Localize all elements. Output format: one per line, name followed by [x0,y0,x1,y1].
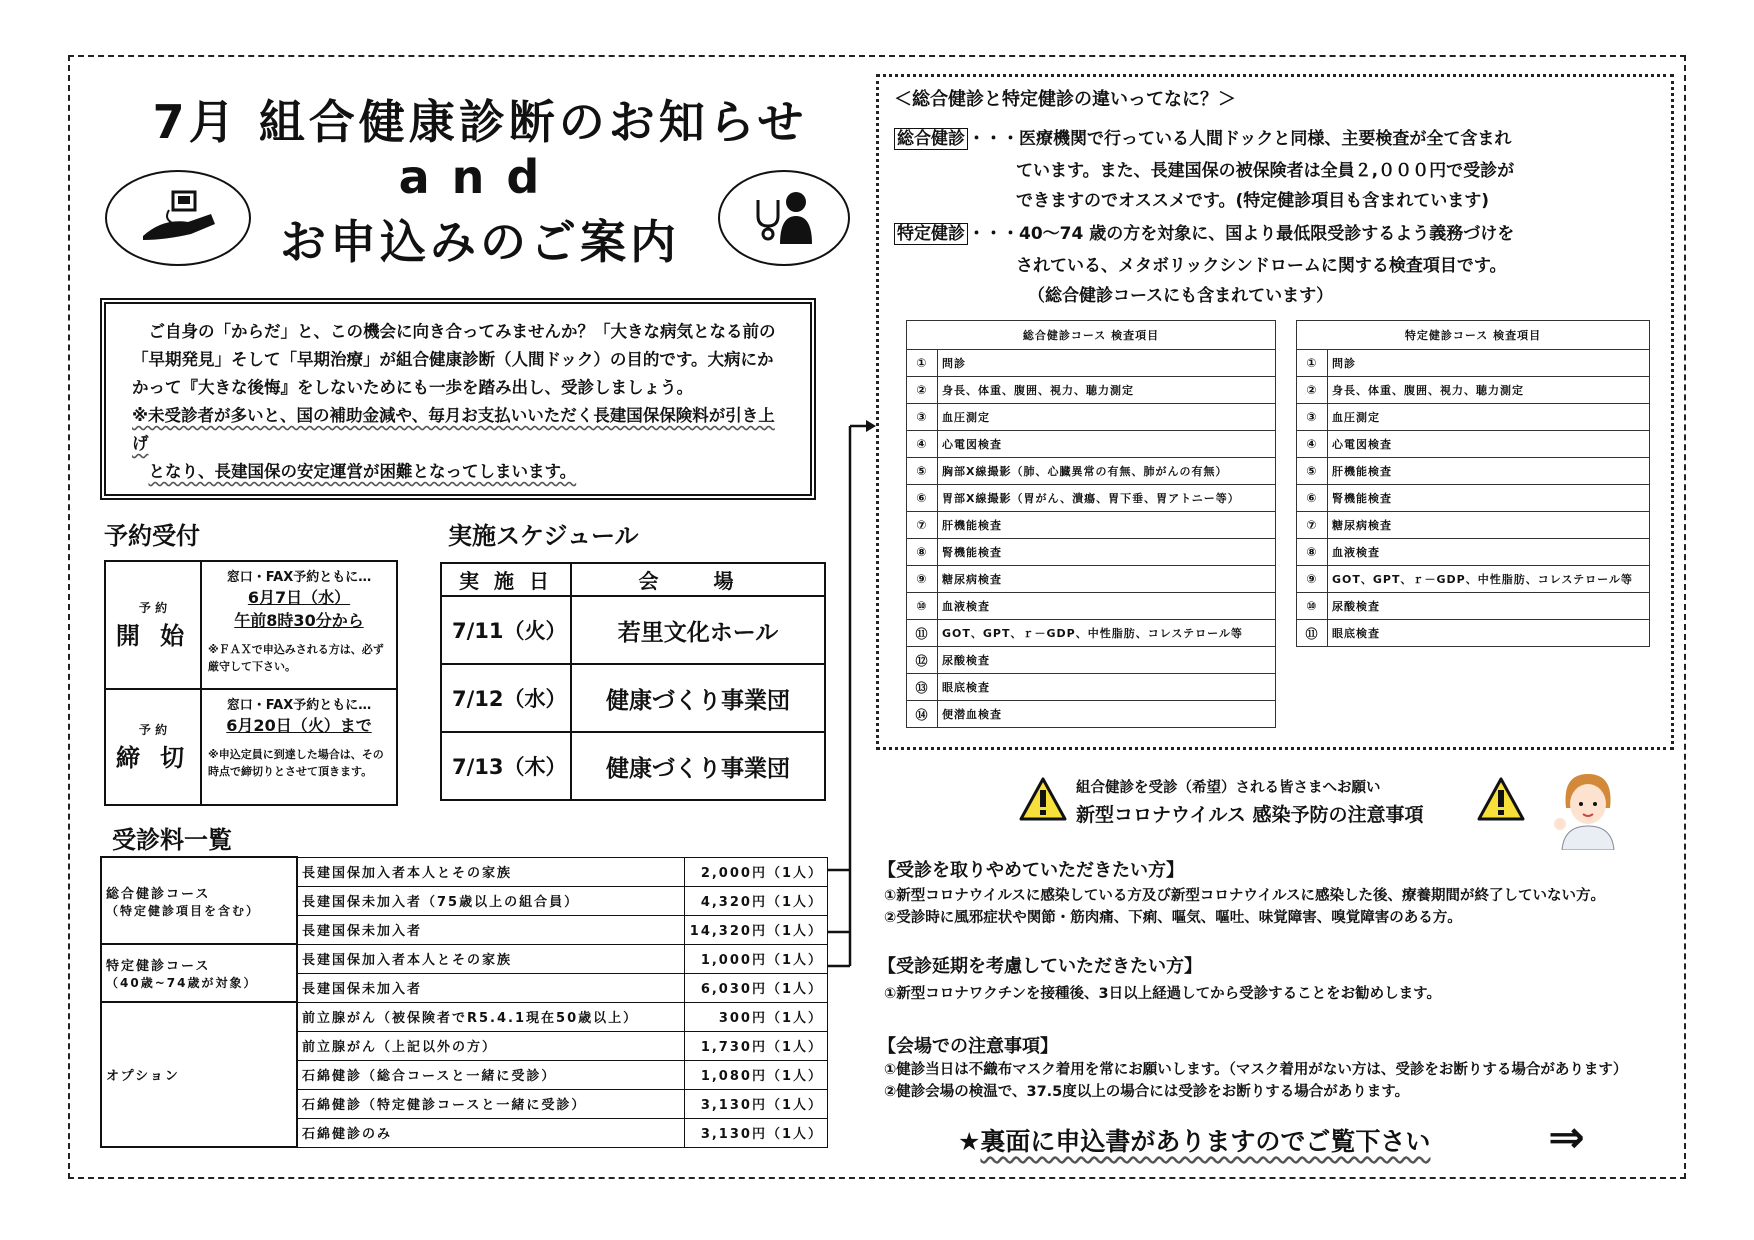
connector-lines [828,420,878,980]
page-title: 7月 組合健康診断のお知らせ [152,95,808,149]
sogo-item: ⑫ 尿酸検査 [907,647,1276,674]
tokutei-items-table [1296,320,1650,647]
s2-item1: ①新型コロナワクチンを接種後、3日以上経過してから受診することをお勧めします。 [884,986,1441,1002]
sogo-label: 総合健診 [894,128,968,150]
footer-text: 裏面に申込書がありますのでご覧下さい [980,1127,1431,1156]
sogo-items-title: 総合健診コース 検査項目 [907,321,1276,350]
covid-title: 新型コロナウイルス 感染予防の注意事項 [1076,804,1424,826]
tokutei-items-title: 特定健診コース 検査項目 [1297,321,1650,350]
tokutei-item: ① 問診 [1297,350,1650,377]
sogo-item: ⑬ 眼底検査 [907,674,1276,701]
sogo-item: ⑪ GOT、GPT、ｒ－GDP、中性脂肪、コレステロール等 [907,620,1276,647]
s2-heading: 【受診延期を考慮していただきたい方】 [878,956,1202,977]
schedule-heading: 実施スケジュール [448,522,639,550]
s1-heading: 【受診を取りやめていただきたい方】 [878,860,1184,881]
sogo-item: ④ 心電図検査 [907,431,1276,458]
fee-row: 特定健診コース （40歳~74歳が対象） 長建国保加入者本人とその家族 1,000円（1人） [101,944,828,973]
tokutei-item: ⑤ 肝機能検査 [1297,458,1650,485]
sogo-description: 総合健診 ・・・医療機関で行っている人間ドックと同様、主要検査が全て含まれ ています。また、長建国保の被保険者は全員２,０００円で受診が できますのでオススメです。(特定健診項目も含まれています) [894,127,1514,213]
intro-note-line1: ※未受診者が多いと、国の補助金減や、毎月お支払いいただく長建国保保険料が引き上げ [132,406,775,453]
sogo-item: ① 問診 [907,350,1276,377]
footer-notice [958,1122,1430,1158]
reservation-end-label: 予 約 締 切 [105,689,201,805]
intro-box [100,298,816,500]
fee-row: 長建国保未加入者 6,030円（1人） [101,973,828,1002]
reservation-end-detail: 窓口・FAX予約ともに… 6月20日（火）まで ※申込定員に到達した場合は、その時点で締切りとさせて頂きます。 [201,689,397,805]
tokutei-item: ④ 心電図検査 [1297,431,1650,458]
title-and: and [398,150,562,204]
fee-row: 総合健診コース （特定健診項目を含む） 長建国保加入者本人とその家族 2,000円（1人） [101,857,828,886]
sogo-item: ⑨ 糖尿病検査 [907,566,1276,593]
fee-row: 長建国保未加入者（75歳以上の組合員） 4,320円（1人） [101,886,828,915]
sogo-item: ⑭ 便潜血検査 [907,701,1276,728]
page-subtitle: お申込みのご案内 [280,215,680,269]
fee-row: 石綿健診（特定健診コースと一緒に受診） 3,130円（1人） [101,1089,828,1118]
sogo-item: ⑥ 胃部X線撮影（胃がん、潰瘍、胃下垂、胃アトニー等） [907,485,1276,512]
sogo-items-table [906,320,1276,728]
schedule-row: 7/12（水） 健康づくり事業団 [441,664,825,732]
tokutei-item: ⑦ 糖尿病検査 [1297,512,1650,539]
tokutei-item: ② 身長、体重、腹囲、視力、聴力測定 [1297,377,1650,404]
sogo-item: ⑦ 肝機能検査 [907,512,1276,539]
tokutei-item: ⑩ 尿酸検査 [1297,593,1650,620]
intro-text: ご自身の「からだ」と、この機会に向き合ってみませんか？「大きな病気となる前の「早期発見」そして「早期治療」が組合健康診断（人間ドック）の目的です。大病にかかって『大きな後悔』をしないためにも一歩を踏み出し、受診しましょう。 [132,322,776,397]
fee-row: オプション 前立腺がん（被保険者でR5.4.1現在50歳以上） 300円（1人） [101,1002,828,1031]
tokutei-item: ⑪ 眼底検査 [1297,620,1650,647]
s3-item2: ②健診会場の検温で、37.5度以上の場合には受診をお断りする場合があります。 [884,1084,1410,1100]
start-date: 6月7日（水） [247,588,351,607]
nurse-illustration-icon [1548,768,1628,850]
fees-heading: 受診料一覧 [112,826,232,854]
fee-group-sogo: 総合健診コース （特定健診項目を含む） [101,857,297,944]
sogo-item: ② 身長、体重、腹囲、視力、聴力測定 [907,377,1276,404]
sogo-item: ⑧ 腎機能検査 [907,539,1276,566]
s1-item1: ①新型コロナウイルスに感染している方及び新型コロナウイルスに感染した後、療養期間が終了していない方。 [884,888,1606,904]
end-date: 6月20日（火）まで [226,716,372,735]
schedule-col-venue: 会 場 [571,563,825,596]
start-time: 午前8時30分から [234,611,364,630]
tokutei-item: ③ 血圧測定 [1297,404,1650,431]
s3-item1: ①健診当日は不織布マスク着用を常にお願いします。（マスク着用がない方は、受診をお断りする場合があります） [884,1062,1628,1078]
next-page-arrow-icon: ⇒ [1548,1112,1585,1163]
fee-group-tokutei: 特定健診コース （40歳~74歳が対象） [101,944,297,1002]
sogo-item: ⑤ 胸部X線撮影（肺、心臓異常の有無、肺がんの有無） [907,458,1276,485]
fee-row: 石綿健診のみ 3,130円（1人） [101,1118,828,1147]
reservation-table [104,560,398,806]
tokutei-item: ⑥ 腎機能検査 [1297,485,1650,512]
covid-subtitle: 組合健診を受診（希望）される皆さまへお願い [1076,780,1381,796]
tokutei-item: ⑨ GOT、GPT、ｒ－GDP、中性脂肪、コレステロール等 [1297,566,1650,593]
fees-table [100,856,828,1148]
schedule-table [440,562,826,801]
blood-pressure-icon [105,170,251,266]
fee-row: 長建国保未加入者 14,320円（1人） [101,915,828,944]
sogo-item: ⑩ 血液検査 [907,593,1276,620]
warning-icon [1018,776,1068,822]
sogo-item: ③ 血圧測定 [907,404,1276,431]
difference-heading: ＜総合健診と特定健診の違いってなに？＞ [894,89,1236,110]
fee-row: 石綿健診（総合コースと一緒に受診） 1,080円（1人） [101,1060,828,1089]
doctor-stethoscope-icon [718,170,850,266]
fee-row: 前立腺がん（上記以外の方） 1,730円（1人） [101,1031,828,1060]
tokutei-item: ⑧ 血液検査 [1297,539,1650,566]
intro-note-line2: となり、長建国保の安定運営が困難となってしまいます。 [148,462,577,481]
schedule-row: 7/13（木） 健康づくり事業団 [441,732,825,800]
warning-icon [1476,776,1526,822]
tokutei-label: 特定健診 [894,223,968,245]
fee-group-option: オプション [101,1002,297,1147]
schedule-col-date: 実 施 日 [441,563,571,596]
schedule-row: 7/11（火） 若里文化ホール [441,596,825,664]
s1-item2: ②受診時に風邪症状や関節・筋肉痛、下痢、嘔気、嘔吐、味覚障害、嗅覚障害のある方。 [884,910,1462,926]
tokutei-description: 特定健診 ・・・40～74 歳の方を対象に、国より最低限受診するよう義務づけを されている、メタボリックシンドロームに関する検査項目です。 （総合健診コースにも含まれています） [894,222,1514,308]
reservation-heading: 予約受付 [104,522,200,550]
s3-heading: 【会場での注意事項】 [878,1036,1058,1057]
star-icon: ★ [958,1127,981,1156]
reservation-start-label: 予 約 開 始 [105,561,201,689]
reservation-start-detail: 窓口・FAX予約ともに… 6月7日（水） 午前8時30分から ※ＦＡＸで申込みされる方は、必ず厳守して下さい。 [201,561,397,689]
